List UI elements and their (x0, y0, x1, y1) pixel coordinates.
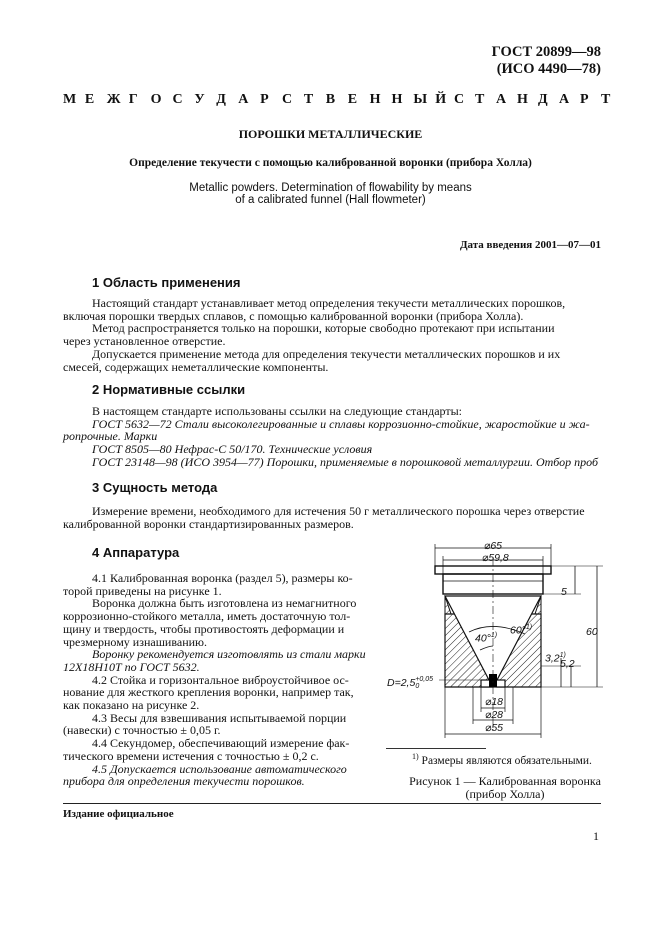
section-4-line: 12Х18Н10Т по ГОСТ 5632. (63, 659, 200, 674)
section-4-body (63, 572, 373, 788)
section-4-line: прибора для определения текучести порошков. (63, 774, 305, 789)
section-4-line: Воронка должна быть изготовлена из немагнитного (92, 596, 357, 611)
gost-number: ГОСТ 20899—98 (491, 44, 601, 60)
header-letter: Е (84, 92, 95, 107)
header-letter: Т (303, 92, 314, 107)
header-letter: Р (580, 92, 589, 107)
section-4-line: 4.5 Допускается использование автоматического (92, 761, 347, 776)
document-subtitle: Определение текучести с помощью калиброванной воронки (прибора Холла) (129, 157, 532, 169)
dim-5: 5 (561, 586, 567, 598)
header-letter: Г (128, 92, 138, 107)
dim-18: ⌀18 (485, 696, 504, 708)
dim-28: ⌀28 (485, 709, 504, 721)
official-edition: Издание официальное (63, 808, 174, 820)
section-1-para-2-line-1: Метод распространяется только на порошки, которые свободно протекают при испытании (92, 321, 555, 336)
figure-caption-line-1: Рисунок 1 — Калиброванная воронка (409, 774, 601, 788)
header-letter: Ы (413, 92, 428, 107)
angle-60: 60°$^{1)}$ (510, 624, 533, 637)
english-title-line-1: Metallic powders. Determination of flowability by means (189, 182, 472, 194)
dim-5-2: 5,2 (560, 658, 575, 670)
header-letter: У (194, 92, 205, 107)
page-number: 1 (593, 829, 599, 843)
figure-caption (392, 775, 618, 801)
section-4-line: чрезмерному изнашиванию. (63, 634, 207, 649)
reference-gost-23148: ГОСТ 23148—98 (ИСО 3954—77) Порошки, применяемые в порошковой металлургии. Отбор проб (92, 454, 599, 469)
footnote-rule (386, 748, 486, 749)
section-3-line-1: Измерение времени, необходимого для истечения 50 г металлического порошка через отверстие (92, 504, 585, 518)
header-letter: Д (216, 92, 226, 107)
section-4-line: Воронку рекомендуется изготовлять из стали марки (92, 647, 366, 662)
section-1-para-3-line-2: смесей, содержащих неметаллические компоненты. (63, 359, 329, 374)
header-letter: В (325, 92, 336, 107)
header-letter: Т (601, 92, 611, 107)
section-4-line: 4.3 Весы для взвешивания испытываемой порции (92, 710, 347, 725)
reference-gost-5632-line-1: ГОСТ 5632—72 Стали высоколегированные и сплавы коррозионно-стойкие, жаростойкие и жа- (92, 416, 590, 431)
section-1-para-1-line-1: Настоящий стандарт устанавливает метод определения текучести металлических порошков, (92, 296, 566, 310)
standard-number-block (492, 44, 601, 78)
figure-footnote: $^{1)}$ Размеры являются обязательными. (412, 752, 592, 767)
section-1-para-3-line-1: Допускается применение метода для определения текучести металлических порошков и их (92, 346, 561, 361)
reference-gost-8505: ГОСТ 8505—80 Нефрас-С 50/170. Технические условия (92, 442, 373, 457)
header-letter: А (559, 92, 570, 107)
section-4-line: нование для жесткого крепления воронки, например так, (63, 685, 354, 700)
header-letter: Н (391, 92, 403, 107)
header-letter: С (172, 92, 183, 107)
section-4-line: торой приведены на рисунке 1. (63, 583, 222, 598)
bottom-rule (63, 803, 601, 804)
section-3-body (63, 505, 601, 530)
header-letter: Й (435, 92, 447, 107)
header-letter: Н (517, 92, 528, 107)
header-letter: О (150, 92, 162, 107)
header-letter: А (496, 92, 507, 107)
section-2-body (63, 405, 601, 469)
iso-number: (ИСО 4490—78) (496, 61, 601, 77)
header-letter: С (282, 92, 293, 107)
section-1-para-2-line-2: через установленное отверстие. (63, 334, 226, 349)
section-2-heading: 2 Нормативные ссылки (92, 382, 246, 397)
dim-59-8: ⌀59,8 (482, 552, 509, 564)
section-4-line: щину и твердость, чтобы противостоять деформации и (63, 621, 345, 636)
section-4-line: 4.4 Секундомер, обеспечивающий измерение фак- (92, 736, 350, 751)
section-1-para-1-line-2: включая порошки твердых сплавов, с помощью калиброванной воронки (прибора Холла). (63, 308, 524, 323)
header-letter: Е (347, 92, 358, 107)
section-2-intro: В настоящем стандарте использованы ссылки на следующие стандарты: (92, 404, 463, 418)
introduction-date: Дата введения 2001—07—01 (459, 239, 601, 251)
section-1-heading: 1 Область применения (92, 275, 241, 290)
reference-gost-5632-line-2: ропрочные. Марки (63, 429, 158, 444)
dim-d: D=2,5+0,05 0 (387, 676, 434, 690)
dim-65: ⌀65 (484, 540, 503, 552)
dim-55: ⌀55 (485, 722, 504, 734)
section-4-line: 4.2 Стойка и горизонтальное виброустойчивое ос- (92, 672, 349, 687)
dim-3-2: 3,2$^{1)}$ (545, 652, 566, 665)
header-letter: Д (538, 92, 548, 107)
header-letter: Н (369, 92, 381, 107)
section-1-body (63, 297, 601, 373)
section-4-heading: 4 Аппаратура (92, 545, 180, 560)
english-title (0, 182, 661, 206)
header-letter: С (454, 92, 465, 107)
section-4-line: (навески) с точностью ± 0,05 г. (63, 723, 221, 738)
header-letter: М (63, 92, 77, 107)
section-4-line: коррозионно-стойкого металла, иметь достаточную тол- (63, 609, 351, 624)
section-3-heading: 3 Сущность метода (92, 480, 218, 495)
figure-caption-line-2: (прибор Холла) (465, 787, 545, 801)
section-3-line-2: калиброванной воронки стандартизированных размеров. (63, 516, 354, 531)
dim-60: 60 (586, 626, 598, 638)
header-letter: Т (475, 92, 485, 107)
english-title-line-2: of a calibrated funnel (Hall flowmeter) (235, 194, 426, 206)
document-title: ПОРОШКИ МЕТАЛЛИЧЕСКИЕ (238, 127, 423, 141)
section-4-line: 4.1 Калиброванная воронка (раздел 5), размеры ко- (92, 571, 353, 585)
header-letter: А (238, 92, 249, 107)
section-4-line: как показано на рисунке 2. (63, 698, 200, 713)
header-letter: Ж (106, 92, 121, 107)
header-letter: Р (260, 92, 269, 107)
section-4-line: тического времени истечения с точностью ± 0,2 с. (63, 748, 319, 763)
angle-40: 40°$^{1)}$ (475, 632, 498, 645)
